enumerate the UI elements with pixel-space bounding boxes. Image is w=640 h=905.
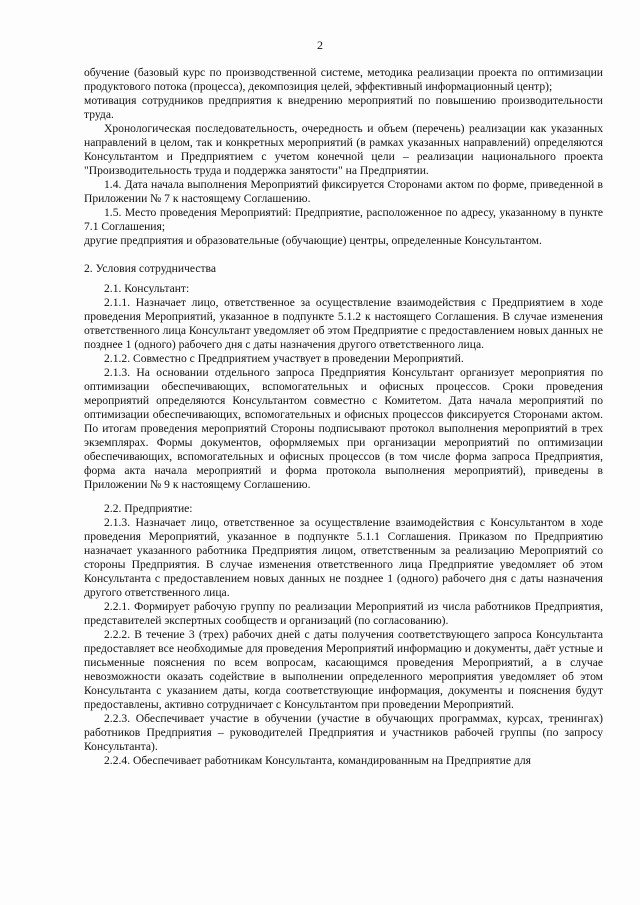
paragraph-motivation: мотивация сотрудников предприятия к внедрению мероприятий по повышению производительности труда.: [84, 94, 603, 121]
document-body: [84, 66, 603, 768]
paragraph-2-1: 2.1. Консультант:: [104, 282, 190, 295]
paragraph-2-2-4: 2.2.4. Обеспечивает работникам Консультанта, командированным на Предприятие для: [104, 754, 531, 767]
paragraph-2-2-2: 2.2.2. В течение 3 (трех) рабочих дней с даты получения соответствующего запроса Консультанта предоставляет все необходимые для проведения Мероприятий информацию и документы, даёт устные и письменные пояснения по всем вопросам, касающимся проведения Мероприятий, а в случае невозможности оказать содействие в выполнении определенного мероприятия уведомляет об этом Консультанта с указанием даты, когда соответствующие информация, документы и пояснения будут предоставлены, активно сотрудничает с Консультантом при проведении Мероприятий.: [84, 628, 603, 711]
paragraph-chronology: Хронологическая последовательность, очередность и объем (перечень) реализации как указанных направлений в целом, так и конкретных мероприятий (в рамках указанных направлений) определяются Консультантом и Предприятием с учетом конечной цели – реализации национального проекта "Производительность труда и поддержка занятости" на Предприятии.: [84, 122, 603, 177]
paragraph-2-1-3: 2.1.3. На основании отдельного запроса Предприятия Консультант организует мероприятия по оптимизации обеспечивающих, вспомогательных и офисных процессов. Сроки проведения мероприятий определяются Консультантом совместно с Комитетом. Дата начала мероприятий по оптимизации обеспечивающих, вспомогательных и офисных процессов фиксируется Сторонами актом. По итогам проведения мероприятий Стороны подписывают протокол выполнения мероприятий в трех экземплярах. Формы документов, оформляемых при организации мероприятий по оптимизации обеспечивающих, вспомогательных и офисных процессов (в том числе форма запроса Предприятия, форма акта начала мероприятий и форма протокола выполнения мероприятий), приведены в Приложении № 9 к настоящему Соглашению.: [84, 366, 603, 491]
paragraph-2-2-3: 2.2.3. Обеспечивает участие в обучении (участие в обучающих программах, курсах, тренингах) работников Предприятия – руководителей Предприятия и участников рабочей группы (по запросу Консультанта).: [84, 712, 603, 753]
paragraph-training: обучение (базовый курс по производственной системе, методика реализации проекта по оптимизации продуктового потока (процесса), декомпозиция целей, эффективный информационный центр);: [84, 66, 603, 93]
paragraph-1-5: 1.5. Место проведения Мероприятий: Предприятие, расположенное по адресу, указанному в пункте 7.1 Соглашения;: [84, 206, 603, 233]
paragraph-1-4: 1.4. Дата начала выполнения Мероприятий фиксируется Сторонами актом по форме, приведенной в Приложении № 7 к настоящему Соглашению.: [84, 178, 603, 205]
spacer: [84, 492, 603, 502]
paragraph-2-2-1: 2.2.1. Формирует рабочую группу по реализации Мероприятий из числа работников Предприятия, представителей экспертных сообществ и организаций (по согласованию).: [84, 600, 603, 627]
page-number: 2: [317, 38, 323, 52]
paragraph-2-1-1: 2.1.1. Назначает лицо, ответственное за осуществление взаимодействия с Предприятием в ходе проведения Мероприятий, указанное в подпункте 5.1.2 к настоящего Соглашения. В случае изменения ответственного лица Консультант уведомляет об этом Предприятие с предоставлением новых данных не позднее 1 (одного) рабочего дня с даты назначения другого ответственного лица.: [84, 296, 603, 351]
paragraph-2-1-2: 2.1.2. Совместно с Предприятием участвует в проведении Мероприятий.: [104, 352, 464, 365]
paragraph-other-enterprises: другие предприятия и образовательные (обучающие) центры, определенные Консультантом.: [84, 234, 542, 247]
paragraph-2-2-assign: 2.1.3. Назначает лицо, ответственное за осуществление взаимодействия с Консультантом в ходе проведения Мероприятий, указанное в подпункте 5.1.1 Соглашения. Приказом по Предприятию назначает указанного работника Предприятия лицом, ответственным за реализацию Мероприятий со стороны Предприятия. В случае изменения ответственного лица Предприятие уведомляет об этом Консультанта с предоставлением новых данных не позднее 1 (одного) рабочего дня с даты назначения другого ответственного лица.: [84, 516, 603, 599]
paragraph-2-2: 2.2. Предприятие:: [104, 502, 193, 515]
section-heading: 2. Условия сотрудничества: [84, 262, 217, 275]
